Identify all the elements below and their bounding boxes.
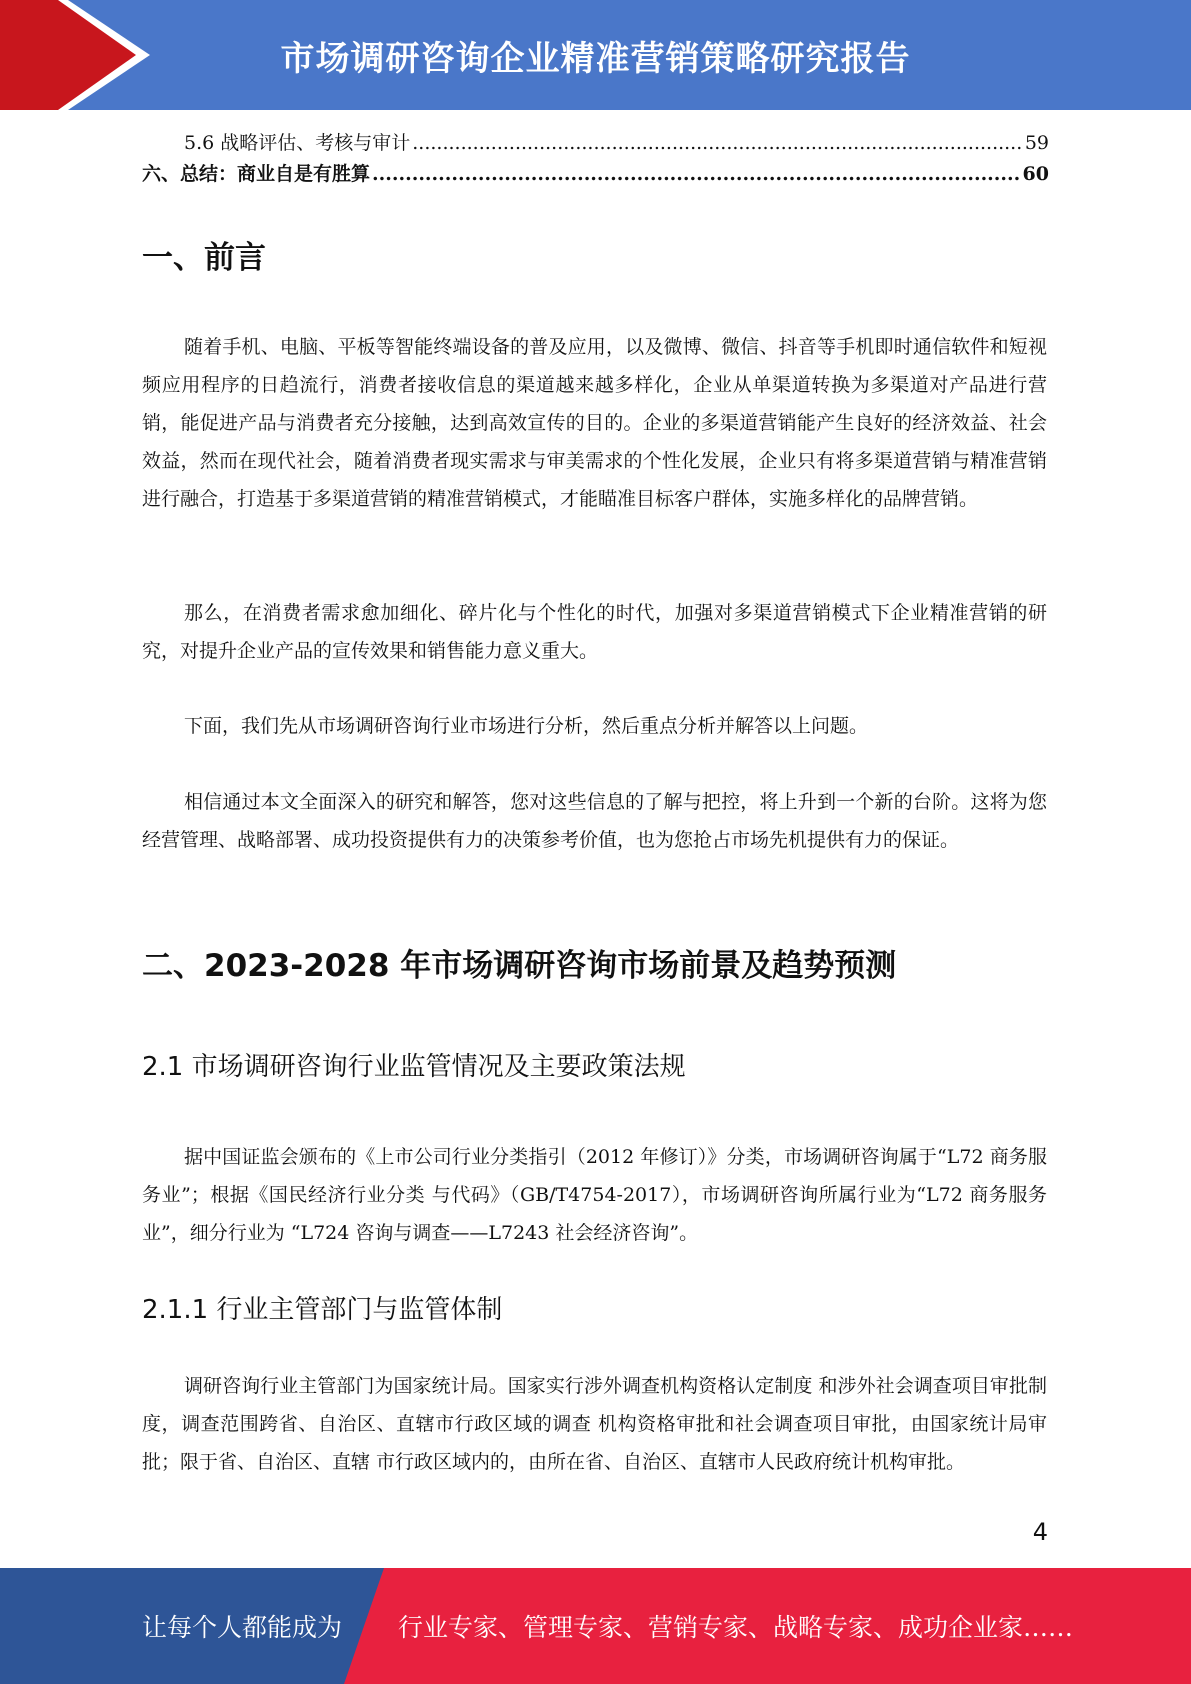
header-banner (0, 0, 1191, 110)
footer-slogan-right: 行业专家、管理专家、营销专家、战略专家、成功企业家…… (398, 1613, 1074, 1642)
toc-entry[interactable] (142, 159, 1049, 190)
toc-entry-text: 六、总结：商业自是有胜算 (142, 163, 371, 185)
footer-banner (0, 1568, 1191, 1684)
preface-paragraph-2: 那么，在消费者需求愈加细化、碎片化与个性化的时代，加强对多渠道营销模式下企业精准营销的研究，对提升企业产品的宣传效果和销售能力意义重大。 (142, 602, 1047, 662)
toc-entry[interactable] (142, 128, 1049, 159)
preface-paragraph-4: 相信通过本文全面深入的研究和解答，您对这些信息的了解与把控，将上升到一个新的台阶。这将为您经营管理、战略部署、成功投资提供有力的决策参考价值，也为您抢占市场先机提供有力的保证。 (142, 791, 1047, 851)
subsection-2-1-1-paragraph: 调研咨询行业主管部门为国家统计局。国家实行涉外调查机构资格认定制度 和涉外社会调查项目审批制度，调查范围跨省、自治区、直辖市行政区域的调查 机构资格审批和社会调查项目审批，由国家统计局审批；限于省、自治区、直辖 市行政区域内的，由所在省、自治区、直辖市人民政府统计机构审批。 (142, 1375, 1047, 1473)
toc-entry-page: 59 (1024, 132, 1049, 154)
table-of-contents (142, 128, 1049, 190)
toc-leader-dots (372, 159, 1021, 190)
preface-paragraph-1: 随着手机、电脑、平板等智能终端设备的普及应用，以及微博、微信、抖音等手机即时通信软件和短视频应用程序的日趋流行，消费者接收信息的渠道越来越多样化，企业从单渠道转换为多渠道对产品进行营销，能促进产品与消费者充分接触，达到高效宣传的目的。企业的多渠道营销能产生良好的经济效益、社会效益，然而在现代社会，随着消费者现实需求与审美需求的个性化发展，企业只有将多渠道营销与精准营销进行融合，打造基于多渠道营销的精准营销模式，才能瞄准目标客户群体，实施多样化的品牌营销。 (142, 336, 1047, 510)
report-title: 市场调研咨询企业精准营销策略研究报告 (280, 38, 911, 79)
subsection-heading-2-1: 2.1 市场调研咨询行业监管情况及主要政策法规 (142, 1052, 686, 1082)
subsection-heading-2-1-1: 2.1.1 行业主管部门与监管体制 (142, 1295, 503, 1325)
subsection-2-1-paragraph: 据中国证监会颁布的《上市公司行业分类指引（2012 年修订）》分类，市场调研咨询属于“L72 商务服务业”；根据《国民经济行业分类 与代码》（GB/T4754-2017），市场调研咨询所属行业为“L72 商务服务业”，细分行业为 “L724 咨询与调查——L7243 社会经济咨询”。 (142, 1146, 1047, 1244)
footer-slogan-left: 让每个人都能成为 (142, 1613, 343, 1642)
section-heading-preface: 一、前言 (142, 240, 266, 276)
toc-entry-page: 60 (1022, 163, 1049, 185)
page-number: 4 (1032, 1518, 1048, 1546)
preface-paragraph-3: 下面，我们先从市场调研咨询行业市场进行分析，然后重点分析并解答以上问题。 (184, 715, 869, 737)
section-heading-forecast: 二、2023-2028 年市场调研咨询市场前景及趋势预测 (142, 948, 897, 984)
toc-entry-text: 5.6 战略评估、考核与审计 (184, 132, 411, 154)
header-arrow-graphic (0, 0, 150, 110)
toc-leader-dots (412, 128, 1023, 159)
